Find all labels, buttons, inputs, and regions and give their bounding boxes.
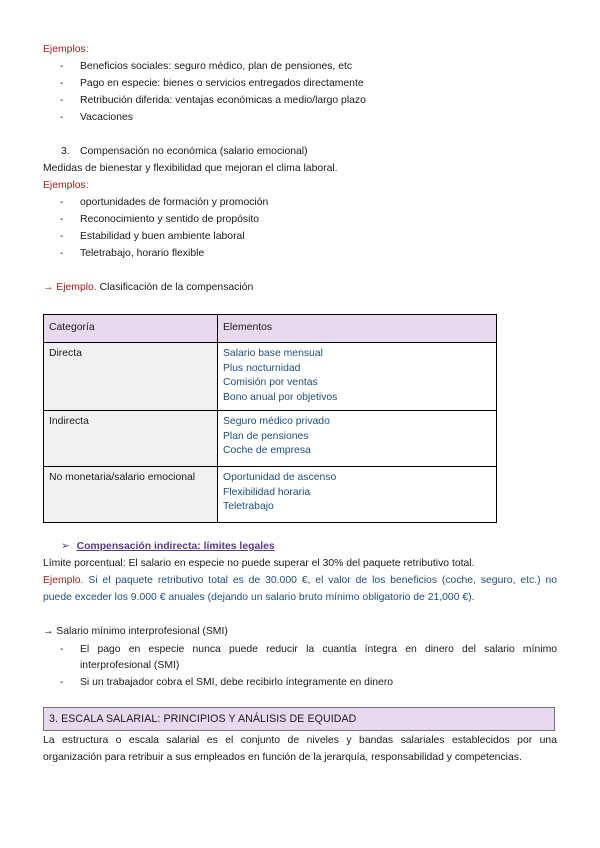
list-item: Vacaciones [80, 112, 133, 123]
bullet-dash: - [60, 61, 64, 72]
bullet-dash: - [60, 197, 64, 208]
examples-label: Ejemplos: [43, 44, 89, 55]
scale-paragraph-line-2: organización para retribuir a sus empleados en función de la jerarquía, responsabilidad y competencias. [43, 752, 522, 763]
list-item: Estabilidad y buen ambiente laboral [80, 231, 245, 242]
bullet-dash: - [60, 214, 64, 225]
bullet-dash: - [60, 95, 64, 106]
element-item: Teletrabajo [223, 501, 274, 512]
section-description: Medidas de bienestar y flexibilidad que mejoran el clima laboral. [43, 163, 338, 174]
table-cell-category: Directa [44, 343, 218, 411]
element-item: Comisión por ventas [223, 377, 318, 388]
table-header-row [44, 315, 497, 343]
bullet-dash: - [60, 248, 64, 259]
table-cell-category: Indirecta [44, 411, 218, 467]
table-row [44, 467, 497, 523]
example-word: Ejemplo. [56, 282, 97, 293]
element-item: Seguro médico privado [223, 416, 330, 427]
bullet-dash: - [60, 677, 64, 688]
bullet-dash: - [60, 231, 64, 242]
example-title: Clasificación de la compensación [99, 282, 254, 293]
element-item: Flexibilidad horaria [223, 486, 311, 498]
element-item: Oportunidad de ascenso [223, 472, 337, 483]
table-cell-category: No monetaria/salario emocional [44, 467, 218, 523]
example-word: Ejemplo. [43, 575, 84, 586]
arrow-right-icon: → [43, 282, 54, 293]
table-cell-elements [218, 467, 497, 523]
legal-example-line-2: puede exceder los 9.000 € anuales (dejando un salario bruto mínimo obligatorio de 21,000 €). [43, 592, 475, 603]
compensation-table [43, 314, 497, 523]
legal-example-line-1 [43, 574, 557, 588]
element-item: Bono anual por objetivos [223, 391, 338, 403]
list-item: Beneficios sociales: seguro médico, plan de pensiones, etc [80, 61, 353, 72]
arrow-right-icon: → [43, 626, 54, 637]
list-item: Teletrabajo, horario flexible [80, 248, 205, 259]
table-cell-elements [218, 411, 497, 467]
legal-title: Compensación indirecta: límites legales [76, 541, 275, 552]
section-number: 3. [61, 146, 70, 157]
smi-bullet-1-line-2: interprofesional (SMI) [80, 660, 180, 671]
smi-bullet-2: Si un trabajador cobra el SMI, debe recibirlo íntegramente en dinero [80, 677, 394, 688]
element-item: Plus nocturnidad [223, 362, 301, 374]
smi-title: Salario mínimo interprofesional (SMI) [56, 626, 228, 637]
arrowhead-icon: ➢ [61, 541, 70, 552]
scale-paragraph-line-1: La estructura o escala salarial es el conjunto de niveles y bandas salariales establecidos por una [43, 735, 557, 746]
element-item: Coche de empresa [223, 445, 311, 456]
table-row [44, 343, 497, 411]
examples-label: Ejemplos: [43, 180, 89, 191]
table-row [44, 411, 497, 467]
list-item: Retribución diferida: ventajas económicas a medio/largo plazo [80, 95, 366, 106]
limit-text: Límite porcentual: El salario en especie no puede superar el 30% del paquete retributivo total. [43, 558, 475, 569]
legal-heading [61, 540, 275, 554]
smi-heading [43, 625, 228, 639]
table-cell-elements [218, 343, 497, 411]
element-item: Plan de pensiones [223, 430, 309, 442]
bullet-dash: - [60, 112, 64, 123]
list-item: Reconocimiento y sentido de propósito [80, 214, 260, 225]
list-item: oportunidades de formación y promoción [80, 197, 269, 208]
table-header-category: Categoría [44, 315, 218, 343]
element-item: Salario base mensual [223, 348, 323, 359]
example-heading [43, 281, 253, 295]
smi-bullet-1-line-1: El pago en especie nunca puede reducir la cuantía íntegra en dinero del salario mínimo [80, 644, 557, 655]
table-header-elements: Elementos [218, 315, 497, 343]
legal-example-text: Si el paquete retributivo total es de 30.000 €, el valor de los beneficios (coche, seguro, etc.) no [88, 575, 557, 586]
section-title: Compensación no económica (salario emocional) [80, 146, 308, 157]
bullet-dash: - [60, 644, 64, 655]
bullet-dash: - [60, 78, 64, 89]
section-heading: 3. ESCALA SALARIAL: PRINCIPIOS Y ANÁLISIS DE EQUIDAD [43, 707, 555, 731]
list-item: Pago en especie: bienes o servicios entregados directamente [80, 78, 364, 89]
